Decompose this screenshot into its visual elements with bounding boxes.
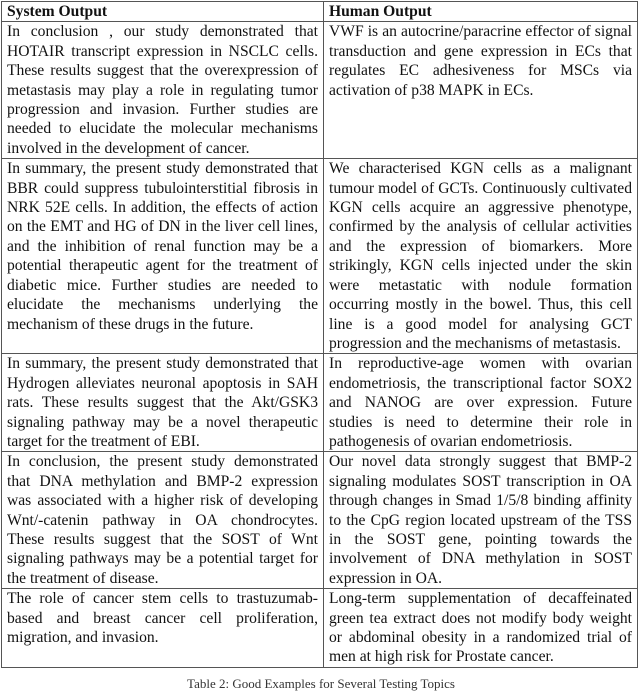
- table-row: [2, 589, 638, 668]
- table-row: [2, 354, 638, 452]
- human-output-cell: Our novel data strongly suggest that BMP-2 signaling modulates SOST transcription in OA through changes in Smad 1/5/8 binding affinity to the CpG region located upstream of the TSS in the SOST gene, pointing towards the involvement of DNA methylation in SOST expression in OA.: [324, 452, 638, 589]
- system-output-cell: In conclusion, the present study demonstrated that DNA methylation and BMP-2 expression was associated with a higher risk of developing Wnt/-catenin pathway in OA chondrocytes. These results suggest that the SOST of Wnt signaling pathways may be a potential target for the treatment of disease.: [2, 452, 324, 589]
- system-output-cell: In summary, the present study demonstrated that Hydrogen alleviates neuronal apoptosis in SAH rats. These results suggest that the Akt/GSK3 signaling pathway may be a novel therapeutic target for the treatment of EBI.: [2, 354, 324, 452]
- human-output-cell: In reproductive-age women with ovarian endometriosis, the transcriptional factor SOX2 and NANOG are over expression. Future studies is need to determine their role in pathogenesis of ovarian endometriosis.: [324, 354, 638, 452]
- human-output-cell: We characterised KGN cells as a malignant tumour model of GCTs. Continuously cultivated KGN cells acquire an aggressive phenotype, confirmed by the analysis of cellular activities and the expression of biomarkers. More strikingly, KGN cells injected under the skin were metastatic with nodule formation occurring mostly in the bowel. Thus, this cell line is a good model for analysing GCT progression and the mechanisms of metastasis.: [324, 159, 638, 354]
- human-output-cell: Long-term supplementation of decaffeinated green tea extract does not modify body weight or abdominal obesity in a randomized trial of men at high risk for Prostate cancer.: [324, 589, 638, 668]
- header-system-output: System Output: [2, 2, 324, 22]
- system-output-cell: The role of cancer stem cells to trastuzumab-based and breast cancer cell proliferation, migration, and invasion.: [2, 589, 324, 668]
- table-row: [2, 452, 638, 589]
- system-output-cell: In conclusion , our study demonstrated that HOTAIR transcript expression in NSCLC cells. These results suggest that the overexpression of metastasis may play a role in regulating tumor progression and invasion. Further studies are needed to elucidate the molecular mechanisms involved in the development of cancer.: [2, 22, 324, 159]
- header-row: [2, 2, 638, 22]
- human-output-cell: VWF is an autocrine/paracrine effector of signal transduction and gene expression in ECs that regulates EC adhesiveness for MSCs via activation of p38 MAPK in ECs.: [324, 22, 638, 159]
- system-output-cell: In summary, the present study demonstrated that BBR could suppress tubulointerstitial fibrosis in NRK 52E cells. In addition, the effects of action on the EMT and HG of DN in the liver cell lines, and the inhibition of renal function may be a potential therapeutic agent for the treatment of diabetic mice. Further studies are needed to elucidate the mechanisms underlying the mechanism of these drugs in the future.: [2, 159, 324, 354]
- table-row: [2, 159, 638, 354]
- table-row: [2, 22, 638, 159]
- header-human-output: Human Output: [324, 2, 638, 22]
- table-caption: Table 2: Good Examples for Several Testing Topics: [187, 675, 455, 691]
- results-table: [1, 1, 638, 668]
